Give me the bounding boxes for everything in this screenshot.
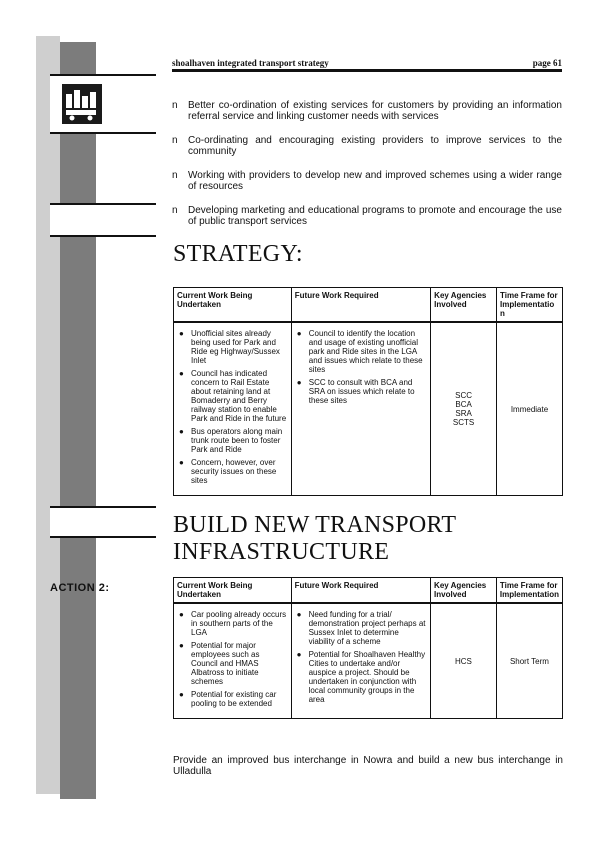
column-header: Key Agencies Involved [431,288,497,323]
list-item: ● Bus operators along main trunk route been to foster Park and Ride [177,427,288,454]
table-header-row [174,578,563,604]
list-item: ● Need funding for a trial/ demonstration project perhaps at Sussex Inlet to determine viability of a scheme [295,610,427,646]
list-item: n Co-ordinating and encouraging existing providers to improve services to the community [172,135,562,157]
timeframe-cell: Short Term [496,603,562,719]
column-header: Future Work Required [291,578,430,604]
column-header: Time Frame for Implementatio n [497,288,563,323]
side-stripe-dark [60,42,96,799]
document-title: shoalhaven integrated transport strategy [172,58,329,68]
transport-logo-icon [62,84,102,124]
current-work-cell [174,603,292,719]
agency: SRA [455,409,472,418]
table-row [174,322,563,496]
bullet-marker: n [172,170,178,181]
list-item: ● Potential for existing car pooling to be extended [177,690,288,708]
list-item: ● Concern, however, over security issues on these sites [177,458,288,485]
list-item: ● SCC to consult with BCA and SRA on issues which relate to these sites [295,378,427,405]
agency: SCTS [452,418,475,427]
build-heading-line1: BUILD NEW TRANSPORT [173,512,457,538]
table-header-row [174,288,563,323]
column-header: Future Work Required [291,288,430,323]
strategy-heading: STRATEGY: [173,241,303,267]
timeframe-cell: Immediate [497,322,563,496]
header-rule [172,69,562,72]
list-item: ● Unofficial sites already being used for Park and Ride eg Highway/Sussex Inlet [177,329,288,365]
bullet-marker: n [172,100,178,111]
side-box-divider-1 [50,203,156,237]
future-work-cell [291,603,430,719]
list-item: ● Council to identify the location and usage of existing unofficial park and Ride sites in the LGA and issues which relate to these sites [295,329,427,374]
column-header: Current Work Being Undertaken [174,578,292,604]
list-item: n Working with providers to develop new and improved schemes using a wider range of resources [172,170,562,192]
list-item: n Better co-ordination of existing services for customers by providing an information referral service and linking customer needs with services [172,100,562,122]
strategy-table [173,287,563,496]
build-heading [173,512,563,566]
list-item: n Developing marketing and educational programs to promote and encourage the use of public transport services [172,205,562,227]
build-heading-line2: INFRASTRUCTURE [173,539,390,565]
bullet-marker: n [172,205,178,216]
agencies-cell [431,322,497,496]
agencies-cell: HCS [431,603,497,719]
column-header: Current Work Being Undertaken [174,288,292,323]
agency: BCA [455,400,472,409]
current-work-cell [174,322,292,496]
future-work-cell [291,322,430,496]
list-item: ● Car pooling already occurs in southern parts of the LGA [177,610,288,637]
bullet-marker: n [172,135,178,146]
intro-bullet-list [172,100,562,240]
list-item: ● Potential for major employees such as Council and HMAS Albatross to initiate schemes [177,641,288,686]
build-table [173,577,563,719]
list-item: ● Potential for Shoalhaven Healthy Cities to undertake and/or auspice a project. Should be undertaken in conjunction with local community groups in the area [295,650,427,704]
closing-paragraph: Provide an improved bus interchange in Nowra and build a new bus interchange in Ulladulla [173,755,563,777]
side-box-divider-2 [50,506,156,538]
table-row [174,603,563,719]
side-stripe-light [36,36,60,794]
list-item: ● Council has indicated concern to Rail Estate about retaining land at Bomaderry and Berry railway station to enable Park and Ride in the future [177,369,288,423]
column-header: Time Frame for Implementation [496,578,562,604]
column-header: Key Agencies Involved [431,578,497,604]
agency: SCC [455,391,473,400]
action-label: ACTION 2: [50,582,110,594]
page-number: page 61 [532,58,562,68]
